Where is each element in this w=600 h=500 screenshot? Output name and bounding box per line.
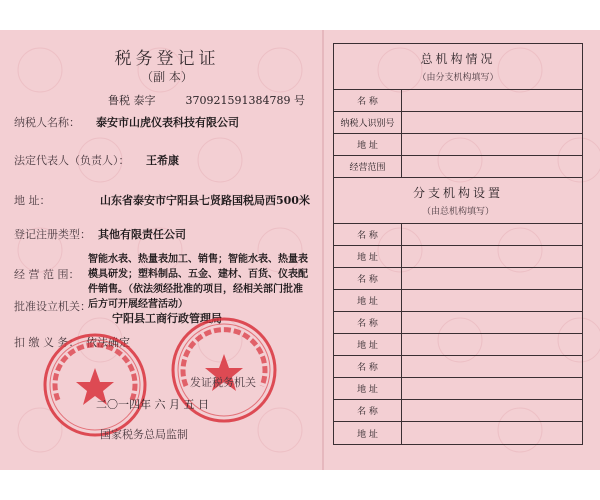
issue-date: 二〇一四年 六 月 五 日 bbox=[96, 398, 209, 411]
business-scope-value: 智能水表、热量表加工、销售；智能水表、热量表模具研发；塑料制品、五金、建材、百货、仪表配件销售。（依法须经批准的项目，经相关部门批准后方可开展经营活动） bbox=[88, 254, 308, 310]
registration-type-value: 其他有限责任公司 bbox=[98, 228, 186, 241]
branch-5-name bbox=[334, 400, 582, 422]
supervision-note: 国家税务总局监制 bbox=[100, 428, 188, 441]
branch-5-address bbox=[334, 422, 582, 444]
branch-name-value bbox=[402, 224, 582, 245]
branch-name-value bbox=[402, 400, 582, 421]
tax-prefix: 鲁税 泰字 bbox=[108, 94, 156, 107]
branch-address-value bbox=[402, 246, 582, 267]
hq-row-value bbox=[402, 134, 582, 155]
branch-2-address bbox=[334, 290, 582, 312]
branch-name-label: 名 称 bbox=[334, 356, 402, 377]
approval-authority-label: 批准设立机关： bbox=[14, 300, 91, 313]
legal-rep-label: 法定代表人（负责人）： bbox=[14, 154, 130, 167]
hq-row-address bbox=[334, 134, 582, 156]
certificate-title: 税务登记证 bbox=[114, 49, 220, 69]
hq-note: （由分支机构填写） bbox=[417, 73, 499, 83]
branch-name-label: 名 称 bbox=[334, 268, 402, 289]
branch-3-address bbox=[334, 334, 582, 356]
branch-title: 分支机构设置 bbox=[412, 186, 503, 200]
hq-row-tax-id bbox=[334, 112, 582, 134]
branch-1-address bbox=[334, 246, 582, 268]
branch-note: （由总机构填写） bbox=[421, 207, 494, 217]
approval-authority-value: 宁阳县工商行政管理局 bbox=[112, 312, 222, 325]
hq-row-label: 经营范围 bbox=[334, 156, 402, 177]
hq-header bbox=[334, 44, 582, 90]
branch-2-name bbox=[334, 268, 582, 290]
hq-row-scope bbox=[334, 156, 582, 178]
issuing-authority-label: 发证税务机关 bbox=[190, 376, 256, 389]
branch-address-value bbox=[402, 378, 582, 399]
branch-4-name bbox=[334, 356, 582, 378]
hq-row-label: 名 称 bbox=[334, 90, 402, 111]
center-fold bbox=[322, 30, 324, 470]
branch-name-label: 名 称 bbox=[334, 400, 402, 421]
institution-table bbox=[333, 43, 583, 445]
branch-header bbox=[334, 178, 582, 224]
address-label: 地 址： bbox=[14, 194, 51, 207]
hq-row-label: 地 址 bbox=[334, 134, 402, 155]
business-scope-label: 经 营 范 围： bbox=[14, 268, 80, 281]
branch-address-label: 地 址 bbox=[334, 334, 402, 355]
branch-name-value bbox=[402, 312, 582, 333]
branch-name-value bbox=[402, 268, 582, 289]
hq-row-value bbox=[402, 112, 582, 133]
certificate-subtitle: （副 本） bbox=[141, 70, 193, 84]
legal-rep-value: 王希康 bbox=[146, 154, 179, 167]
registration-type-label: 登记注册类型： bbox=[14, 228, 91, 241]
address-value: 山东省泰安市宁阳县七贤路国税局西500米 bbox=[100, 194, 310, 207]
tax-registration-number bbox=[108, 92, 305, 108]
branch-address-value bbox=[402, 422, 582, 444]
hq-title: 总机构情况 bbox=[420, 52, 496, 66]
tax-number: 370921591384789 号 bbox=[185, 94, 305, 107]
branch-address-label: 地 址 bbox=[334, 422, 402, 444]
branch-address-label: 地 址 bbox=[334, 246, 402, 267]
hq-row-value bbox=[402, 90, 582, 111]
branch-address-label: 地 址 bbox=[334, 290, 402, 311]
taxpayer-name-value: 泰安市山虎仪表科技有限公司 bbox=[96, 116, 239, 129]
hq-row-value bbox=[402, 156, 582, 177]
branch-3-name bbox=[334, 312, 582, 334]
branch-address-label: 地 址 bbox=[334, 378, 402, 399]
certificate-paper bbox=[0, 30, 600, 470]
hq-row-name bbox=[334, 90, 582, 112]
branch-1-name bbox=[334, 224, 582, 246]
branch-4-address bbox=[334, 378, 582, 400]
branch-name-label: 名 称 bbox=[334, 224, 402, 245]
hq-row-label: 纳税人识别号 bbox=[334, 112, 402, 133]
branch-name-value bbox=[402, 356, 582, 377]
withholding-label: 扣 缴 义 务： bbox=[14, 336, 80, 349]
branch-address-value bbox=[402, 334, 582, 355]
taxpayer-name-label: 纳税人名称： bbox=[14, 116, 80, 129]
branch-name-label: 名 称 bbox=[334, 312, 402, 333]
branch-address-value bbox=[402, 290, 582, 311]
tax-bureau-seal-left bbox=[40, 330, 150, 440]
withholding-value: 依法确定 bbox=[86, 336, 130, 349]
